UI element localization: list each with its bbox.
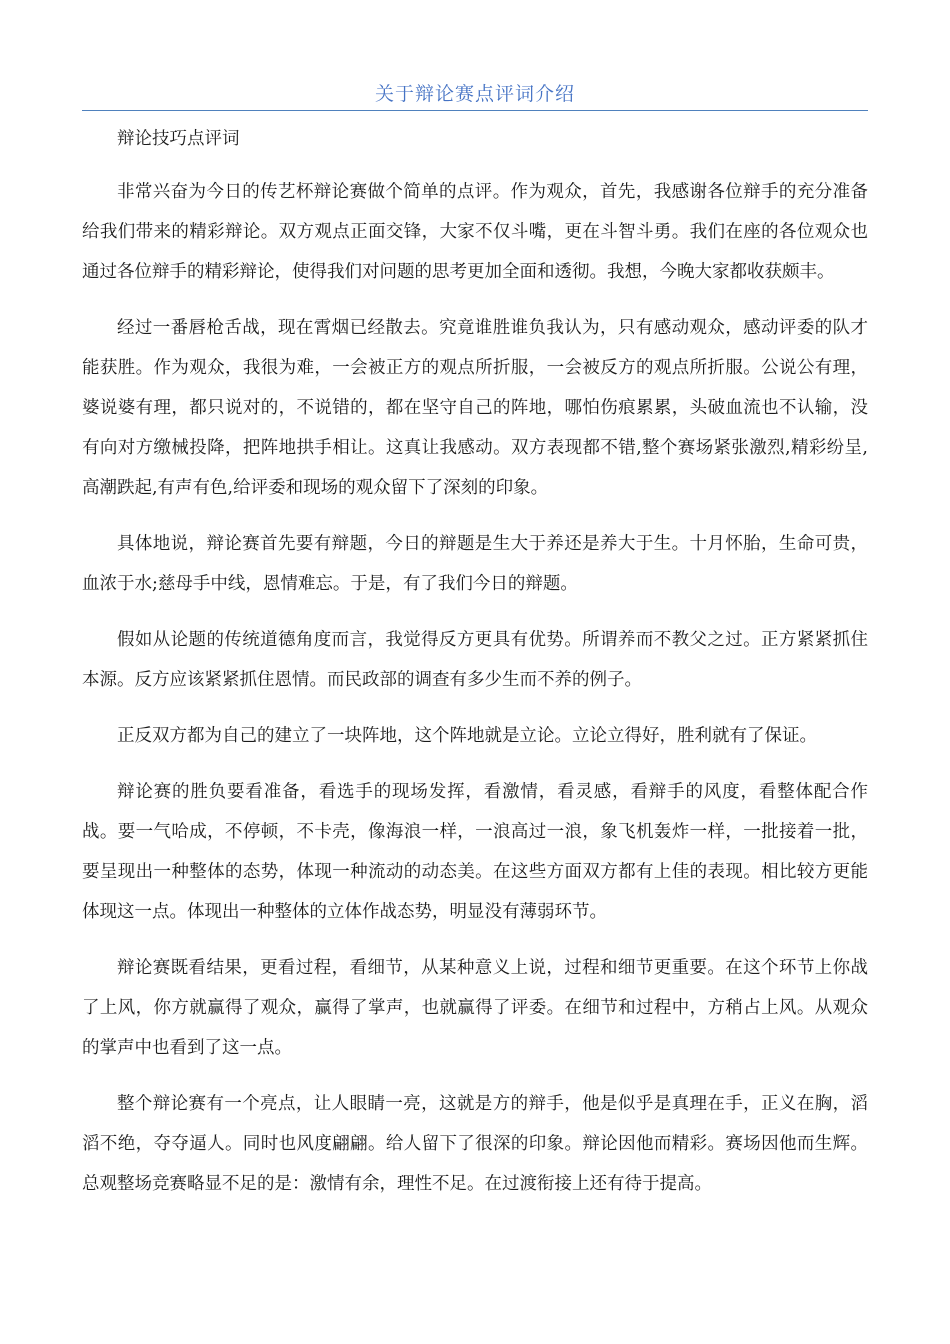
- paragraph: 辩论赛既看结果，更看过程，看细节，从某种意义上说，过程和细节更重要。在这个环节上你战了上风，你方就赢得了观众，赢得了掌声，也就赢得了评委。在细节和过程中，方稍占上风。从观众的掌声中也看到了这一点。: [82, 958, 868, 1058]
- page-header: [82, 78, 868, 111]
- paragraph: 正反双方都为自己的建立了一块阵地，这个阵地就是立论。立论立得好，胜利就有了保证。: [117, 726, 817, 746]
- header-title: 关于辩论赛点评词介绍: [374, 83, 575, 105]
- paragraph: 经过一番唇枪舌战，现在霄烟已经散去。究竟谁胜谁负我认为，只有感动观众，感动评委的队才能获胜。作为观众，我很为难，一会被正方的观点所折服，一会被反方的观点所折服。公说公有理，婆说婆有理，都只说对的，不说错的，都在坚守自己的阵地，哪怕伤痕累累，头破血流也不认输，没有向对方缴械投降，把阵地拱手相让。这真让我感动。双方表现都不错,整个赛场紧张激烈,精彩纷呈,高潮跌起,有声有色,给评委和现场的观众留下了深刻的印象。: [82, 318, 868, 498]
- paragraph: 具体地说，辩论赛首先要有辩题，今日的辩题是生大于养还是养大于生。十月怀胎，生命可贵，血浓于水;慈母手中线，恩情难忘。于是，有了我们今日的辩题。: [82, 534, 868, 594]
- section-subtitle: 辩论技巧点评词: [117, 129, 240, 149]
- paragraph: 假如从论题的传统道德角度而言，我觉得反方更具有优势。所谓养而不教父之过。正方紧紧抓住本源。反方应该紧紧抓住恩情。而民政部的调查有多少生而不养的例子。: [82, 630, 868, 690]
- paragraph: 辩论赛的胜负要看准备，看选手的现场发挥，看激情，看灵感，看辩手的风度，看整体配合作战。要一气哈成，不停顿，不卡壳，像海浪一样，一浪高过一浪，象飞机轰炸一样，一批接着一批，要呈现出一种整体的态势，体现一种流动的动态美。在这些方面双方都有上佳的表现。相比较方更能体现这一点。体现出一种整体的立体作战态势，明显没有薄弱环节。: [82, 782, 868, 922]
- document-body: [82, 124, 868, 1220]
- paragraph: 整个辩论赛有一个亮点，让人眼睛一亮，这就是方的辩手，他是似乎是真理在手，正义在胸，滔滔不绝，夺夺逼人。同时也风度翩翩。给人留下了很深的印象。辩论因他而精彩。赛场因他而生辉。总观整场竞赛略显不足的是：激情有余，理性不足。在过渡衔接上还有待于提高。: [82, 1094, 868, 1194]
- paragraph: 非常兴奋为今日的传艺杯辩论赛做个简单的点评。作为观众，首先，我感谢各位辩手的充分准备给我们带来的精彩辩论。双方观点正面交锋，大家不仅斗嘴，更在斗智斗勇。我们在座的各位观众也通过各位辩手的精彩辩论，使得我们对问题的思考更加全面和透彻。我想，今晚大家都收获颇丰。: [82, 182, 868, 282]
